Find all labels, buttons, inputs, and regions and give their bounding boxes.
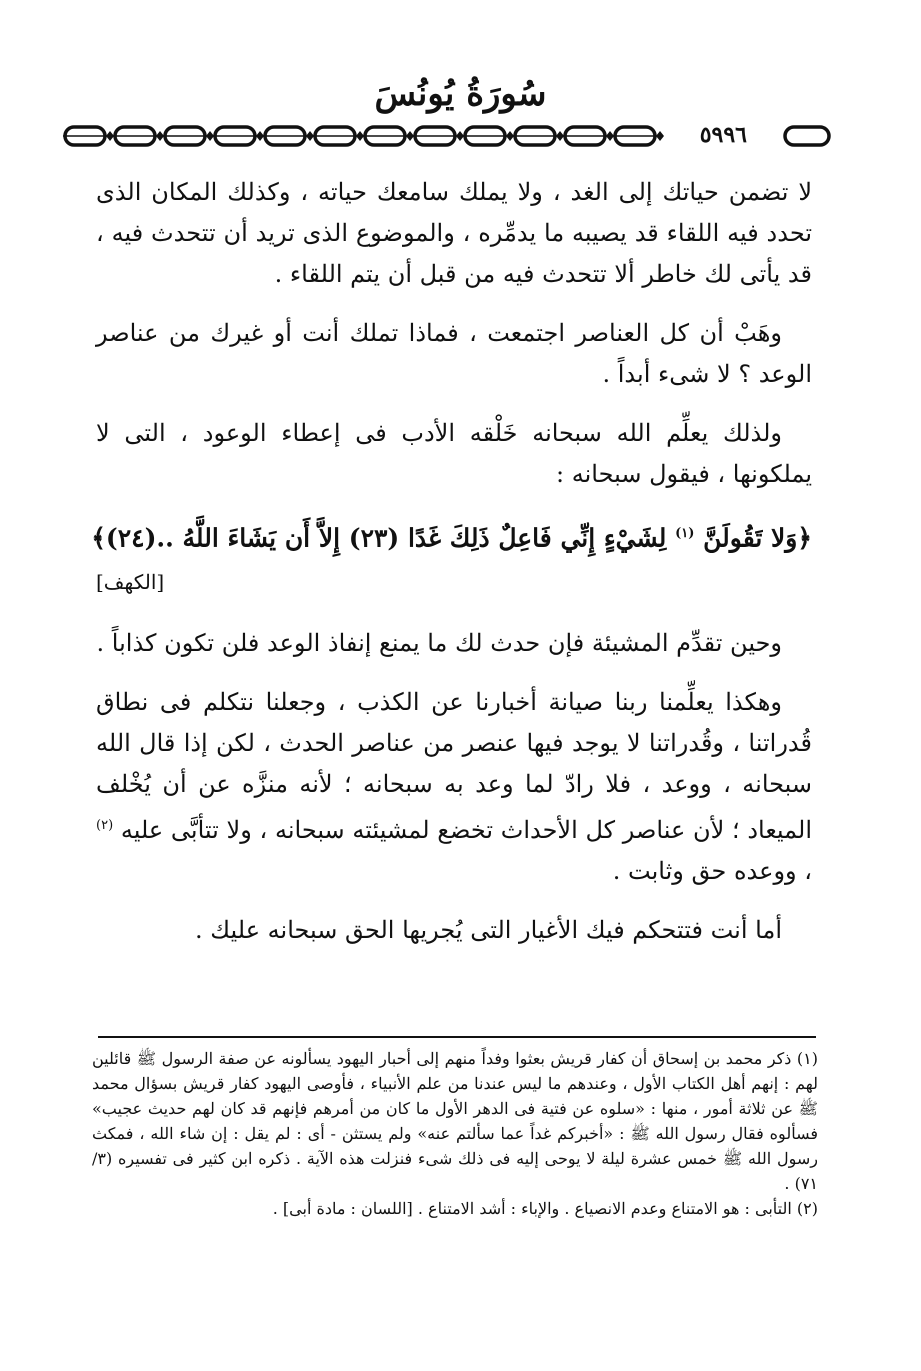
- quran-verse: [91, 513, 812, 558]
- footnote-1: (١) ذكر محمد بن إسحاق أن كفار قريش بعثوا وفداً منهم إلى أحبار اليهود يسألونه عن صفة الرسول ﷺ قائلين لهم : إنهم أهل الكتاب الأول ، وعندهم ما ليس عندنا من علم الأنبياء ، فأوصى اليهود كفار قريش بسؤال محمد ﷺ عن ثلاثة أمور ، منها : «سلوه عن فتية فى الدهر الأول ما كان من أمرهم فإنهم قد كان لهم حديث عجيب» فسألوه فقال رسول الله ﷺ : «أخبركم غداً عما سألتم عنه» ولم يستثن - أى : لم يقل : إن شاء الله ، فمكث رسول الله ﷺ خمس عشرة ليلة لا يوحى إليه فى ذلك شىء فنزلت هذه الآية . ذكره ابن كثير فى تفسيره (٣/ ٧١) .: [92, 1049, 818, 1193]
- header-ornament-rule: [63, 122, 833, 150]
- paragraph-3: ولذلك يعلِّم الله سبحانه خَلْقه الأدب فى إعطاء الوعود ، التى لا يملكونها ، فيقول سبحانه :: [96, 419, 812, 488]
- paragraph-1: لا تضمن حياتك إلى الغد ، ولا يملك سامعك حياته ، وكذلك المكان الذى تحدد فيه اللقاء قد يصيبه ما يدمِّره ، والموضوع الذى تريد أن تتحدث فيه ، قد يأتى لك خاطر ألا تتحدث فيه من قبل أن يتم اللقاء .: [96, 178, 813, 288]
- verse-source: [الكهف]: [96, 570, 165, 595]
- verse-part-1: ﴿وَلا تَقُولَنَّ: [703, 523, 812, 553]
- page-header: [0, 74, 921, 114]
- paragraph-5-text: وهكذا يعلِّمنا ربنا صيانة أخبارنا عن الكذب ، وجعلنا نتكلم فى نطاق قُدراتنا ، وقُدراتنا لا يوجد فيها عنصر من عناصر الحدث ، لكن إذا قال الله سبحانه ، ووعد ، فلا رادّ لما وعد به سبحانه ؛ لأنه منزَّه عن أن يُخْلف الميعاد ؛ لأن عناصر كل الأحداث تخضع لمشيئته سبحانه ، ولا تتأبَّى عليه: [96, 688, 813, 845]
- footnotes: [92, 1046, 818, 1221]
- footnote-2: (٢) التأبى : هو الامتناع وعدم الانصياع . والإباء : أشد الامتناع . [اللسان : مادة أبى] .: [272, 1199, 818, 1218]
- paragraph-5-end: ، ووعده حق وثابت .: [612, 857, 812, 886]
- paragraph-5: [96, 682, 812, 892]
- verse-footnote-marker: (١): [675, 526, 695, 541]
- main-text: [91, 172, 813, 969]
- paragraph-6: أما أنت فتتحكم فيك الأغيار التى يُجريها الحق سبحانه عليك .: [195, 916, 782, 945]
- verse-part-2: لِشَيْءٍ إِنِّي فَاعِلٌ ذَلِكَ غَدًا (٢٣) إِلاَّ أَن يَشَاءَ اللَّهُ ..(٢٤)﴾: [91, 523, 667, 553]
- paragraph-5-footnote-marker: (٢): [96, 818, 114, 834]
- paragraph-2: وهَبْ أن كل العناصر اجتمعت ، فماذا تملك أنت أو غيرك من عناصر الوعد ؟ لا شىء أبداً .: [96, 319, 812, 388]
- footnote-divider: [98, 1036, 816, 1038]
- surah-title: سُورَةُ يُونُسَ: [374, 74, 547, 114]
- paragraph-4: وحين تقدِّم المشيئة فإن حدث لك ما يمنع إنفاذ الوعد فلن تكون كذاباً .: [96, 629, 782, 658]
- page-number: ٥٩٩٦: [696, 122, 751, 148]
